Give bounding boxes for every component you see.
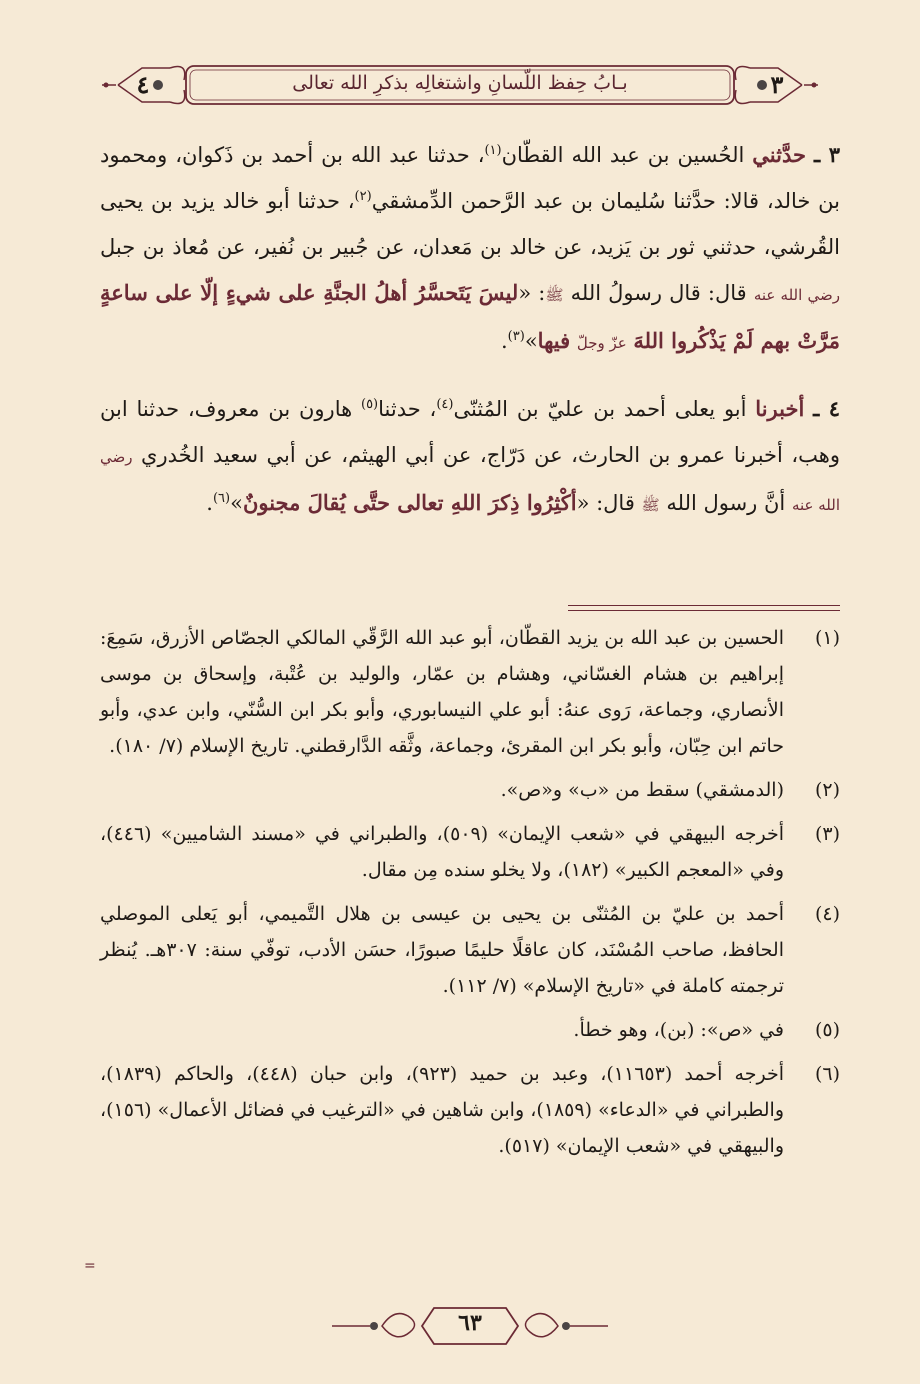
hadith-3-matn-end: فيها	[537, 328, 571, 353]
hadith-4-quote-close: »	[230, 491, 243, 515]
hadith-4-chain-4: أنَّ رسول الله	[666, 491, 786, 515]
hadith-3-end: .	[500, 329, 508, 353]
footnote-number: (٢)	[814, 779, 840, 801]
footnote-number: (١)	[814, 627, 840, 649]
footnote-1	[100, 620, 840, 764]
honorific-salla: ﷺ	[641, 496, 660, 514]
header-left-number: ٤	[136, 70, 150, 99]
hadith-4-keyword: أخبرنا	[755, 396, 805, 421]
hadith-4-chain-2: ، حدثنا	[378, 397, 437, 421]
footnote-3	[100, 816, 840, 888]
hadith-3-quote-open: : «	[518, 281, 546, 305]
hadith-3-number: ٣ ـ	[813, 142, 840, 167]
footnote-number: (٣)	[814, 823, 840, 845]
footnote-4	[100, 896, 840, 1004]
hadith-3-matn: ليسَ يَتَحسَّرُ أهلُ الجنَّةِ على شيءٍ إلّا على ساعةٍ مَرَّتْ بهم لَمْ يَذْكُروا اللهَ	[100, 280, 840, 353]
footnote-ref-3[interactable]: (٣)	[507, 329, 525, 344]
footnote-number: (٤)	[814, 903, 840, 925]
hadith-4-chain-1: أبو يعلى أحمد بن عليّ بن المُثنّى	[453, 397, 747, 421]
footnote-text: الحسين بن عبد الله بن يزيد القطّان، أبو عبد الله الرَّقّي المالكي الجصّاص الأزرق، سَمِعَ: إبراهيم بن هشام الغسّاني، وهشام بن عمّار، والوليد بن عُتْبة، وإسحاق بن موسى الأنصاري، وجماعة، رَوى عنهُ: أبو علي النيسابوري، وأبو بكر ابن السُّنّي، وابن عدي، وأبو حاتم ابن حِبّان، وأبو بكر ابن المقرئ، وجماعة، وثَّقه الدَّارقطني. تاريخ الإسلام (٧/ ١٨٠).	[100, 627, 784, 757]
header-right-number: ٣	[770, 70, 784, 99]
footnote-text: أخرجه البيهقي في «شعب الإيمان» (٥٠٩)، والطبراني في «مسند الشاميين» (٤٤٦)، وفي «المعجم الكبير» (١٨٢)، ولا يخلو سنده مِن مقال.	[100, 823, 784, 881]
footnote-text: أخرجه أحمد (١١٦٥٣)، وعبد بن حميد (٩٢٣)، وابن حبان (٤٤٨)، والحاكم (١٨٣٩)، والطبراني في «الدعاء» (١٨٥٩)، وابن شاهين في «الترغيب في فضائل الأعمال» (١٥٦)، والبيهقي في «شعب الإيمان» (٥١٧).	[100, 1063, 785, 1157]
hadith-3-chain-1: الحُسين بن عبد الله القطّان	[501, 143, 745, 167]
honorific-radiallahu: رضي الله عنه	[753, 286, 840, 304]
hadith-3-chain-3: ، حدثنا أبو خالد يزيد بن يحيى القُرشي، حدثني ثور بن يَزيد، عن خالد بن مَعدان، عن جُبير بن نُفير، عن مُعاذ بن جبل	[100, 189, 840, 259]
hadith-4-end: .	[206, 491, 213, 515]
hadith-3-chain-2: ، حدثنا عبد الله بن أحمد بن ذَكوان، ومحمود بن خالد، قالا: حدَّثنا سُليمان بن عبد الرَّحمن الدِّمشقي	[100, 143, 840, 213]
footnotes	[100, 620, 840, 1172]
margin-mark: =	[84, 1258, 96, 1274]
footnote-6	[100, 1056, 840, 1164]
footnote-ref-2[interactable]: (٢)	[354, 189, 372, 204]
hadith-3-paragraph	[100, 132, 840, 366]
honorific-radiallahu: رضي الله عنه	[100, 448, 840, 514]
hadith-4-chain-3: هارون بن معروف، حدثنا ابن وهب، أخبرنا عمرو بن الحارث، عن دَرّاج، عن أبي الهيثم، عن أبي سعيد الخُدري	[100, 397, 840, 467]
honorific-salla: ﷺ	[545, 286, 564, 304]
page-footer	[330, 1298, 610, 1358]
footnote-text: في «ص»: (بن)، وهو خطأ.	[573, 1019, 784, 1041]
footnote-5	[100, 1012, 840, 1048]
footnote-text: (الدمشقي) سقط من «ب» و«ص».	[500, 779, 784, 801]
main-text	[100, 132, 840, 548]
footnote-ref-6[interactable]: (٦)	[212, 491, 231, 506]
footnote-number: (٥)	[814, 1019, 840, 1041]
footnote-divider	[568, 605, 840, 611]
footnote-ref-4[interactable]: (٤)	[436, 397, 454, 412]
hadith-4-paragraph	[100, 386, 840, 528]
footnote-text: أحمد بن عليّ بن المُثنّى بن يحيى بن عيسى بن هلال التَّميمي، أبو يَعلى الموصلي الحافظ، صاحب المُسْنَد، كان عاقلًا حليمًا صبورًا، حسَن الأدب، توفّي سنة: ٣٠٧هـ. يُنظر ترجمته كاملة في «تاريخ الإسلام» (٧/ ١١٢).	[100, 903, 784, 997]
chapter-title: بـابُ حِفظ اللّسانِ واشتغالِه بذكرِ الله تعالى	[292, 72, 628, 94]
honorific-azza: عزّ وجلّ	[576, 334, 627, 352]
footnote-2	[100, 772, 840, 808]
page-number: ٦٣	[458, 1310, 482, 1336]
hadith-3-quote-close: »	[524, 329, 538, 353]
footnote-ref-1[interactable]: (١)	[484, 143, 502, 158]
hadith-4-number: ٤ ـ	[813, 396, 840, 421]
hadith-3-keyword: حدَّثني	[752, 142, 806, 167]
hadith-4-quote-open: قال: «	[576, 491, 642, 515]
page-header	[100, 56, 820, 116]
footnote-ref-5[interactable]: (٥)	[360, 397, 379, 412]
hadith-4-matn: أكْثِرُوا ذِكرَ اللهِ تعالى حتَّى يُقالَ مجنونٌ	[242, 490, 577, 515]
footnote-number: (٦)	[814, 1063, 840, 1085]
hadith-3-chain-4: قال: قال رسولُ الله	[570, 281, 747, 305]
